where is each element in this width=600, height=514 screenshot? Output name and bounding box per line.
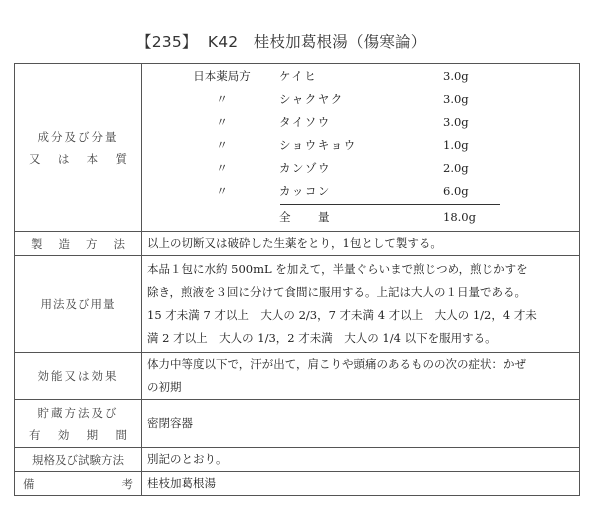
label-char: 間 bbox=[115, 427, 127, 442]
monograph-table bbox=[14, 63, 580, 496]
label-char: 本 bbox=[86, 151, 99, 166]
dosage-row bbox=[15, 256, 580, 353]
manufacturing-row bbox=[15, 232, 580, 256]
ingredient-amount: 2.0g bbox=[443, 161, 469, 175]
label-char: 有 bbox=[29, 427, 41, 442]
composition-label bbox=[15, 64, 142, 232]
ingredient-source: 〃 bbox=[216, 161, 228, 175]
remarks-label bbox=[15, 472, 142, 496]
ingredient-name: ショウキョウ bbox=[279, 138, 357, 152]
label-char: 効 bbox=[57, 427, 70, 442]
ingredient-amount: 3.0g bbox=[443, 92, 469, 106]
composition-label-line2 bbox=[15, 148, 141, 170]
ingredient-source: 〃 bbox=[216, 184, 228, 198]
total-label: 全 量 bbox=[279, 210, 331, 224]
ingredient-name: カンゾウ bbox=[279, 161, 331, 175]
storage-label bbox=[15, 400, 142, 448]
dosage-line: 15 才未満 7 才以上 大人の 2/3，7 才未満 4 才以上 大人の 1/2，4 才未 bbox=[147, 308, 537, 322]
label-char: 製 bbox=[31, 236, 43, 251]
label-char: 期 bbox=[86, 427, 99, 442]
label-char: 質 bbox=[115, 151, 127, 166]
ingredient-name: シャクヤク bbox=[279, 92, 344, 106]
label-char: 造 bbox=[58, 236, 70, 251]
label-char: 備 bbox=[23, 476, 35, 491]
ingredient-source: 〃 bbox=[216, 115, 228, 129]
efficacy-line: 体力中等度以下で，汗が出て，肩こりや頭痛のあるものの次の症状：かぜ bbox=[147, 357, 527, 371]
ingredient-source: 〃 bbox=[216, 138, 228, 152]
ingredient-source: 〃 bbox=[216, 92, 228, 106]
ingredient-amount: 6.0g bbox=[443, 184, 469, 198]
storage-row bbox=[15, 400, 580, 448]
ingredient-amount: 3.0g bbox=[443, 115, 469, 129]
label-char: 考 bbox=[121, 476, 133, 491]
specifications-label: 規格及び試験方法 bbox=[15, 448, 142, 472]
efficacy-line: の初期 bbox=[147, 380, 182, 394]
efficacy-row bbox=[15, 353, 580, 400]
document-title bbox=[136, 30, 426, 52]
formula-code: K42 bbox=[207, 33, 239, 51]
formula-name: 桂枝加葛根湯（傷寒論） bbox=[253, 33, 427, 51]
manufacturing-label bbox=[15, 232, 142, 256]
ingredient-amount: 1.0g bbox=[443, 138, 469, 152]
label-char: 又 bbox=[29, 151, 41, 166]
remarks-text: 桂枝加葛根湯 bbox=[142, 472, 580, 496]
specifications-text: 別記のとおり。 bbox=[142, 448, 580, 472]
dosage-line: 除き，煎液を３回に分けて食間に服用する。上記は大人の１日量である。 bbox=[147, 285, 527, 299]
composition-label-line1: 成分及び分量 bbox=[37, 129, 119, 144]
ingredient-name: タイソウ bbox=[279, 115, 331, 129]
ingredient-amount: 3.0g bbox=[443, 69, 469, 83]
composition-content bbox=[142, 64, 580, 232]
composition-row bbox=[15, 64, 580, 232]
storage-label-line1: 貯蔵方法及び bbox=[37, 405, 119, 420]
dosage-line: 本品１包に水約 500mL を加えて，半量ぐらいまで煎じつめ，煎じかすを bbox=[147, 262, 528, 276]
ingredient-name: ケイヒ bbox=[279, 69, 318, 83]
specifications-row bbox=[15, 448, 580, 472]
remarks-row bbox=[15, 472, 580, 496]
dosage-content bbox=[142, 256, 580, 353]
storage-label-line2 bbox=[15, 424, 141, 446]
total-amount: 18.0g bbox=[443, 210, 476, 224]
efficacy-label: 効能又は効果 bbox=[15, 353, 142, 400]
total-divider bbox=[280, 204, 500, 205]
ingredient-name: カッコン bbox=[279, 184, 331, 198]
manufacturing-text: 以上の切断又は破砕した生薬をとり，1包として製する。 bbox=[142, 232, 580, 256]
ingredient-source: 日本薬局方 bbox=[193, 69, 251, 83]
storage-text: 密閉容器 bbox=[142, 400, 580, 448]
ingredient-list bbox=[147, 64, 575, 231]
formula-number: 【235】 bbox=[136, 33, 198, 51]
efficacy-content bbox=[142, 353, 580, 400]
label-char: 法 bbox=[113, 236, 125, 251]
label-char: は bbox=[57, 151, 70, 166]
label-char: 方 bbox=[86, 236, 98, 251]
dosage-label: 用法及び用量 bbox=[15, 256, 142, 353]
dosage-line: 満 2 才以上 大人の 1/3，2 才未満 大人の 1/4 以下を服用する。 bbox=[147, 331, 497, 345]
